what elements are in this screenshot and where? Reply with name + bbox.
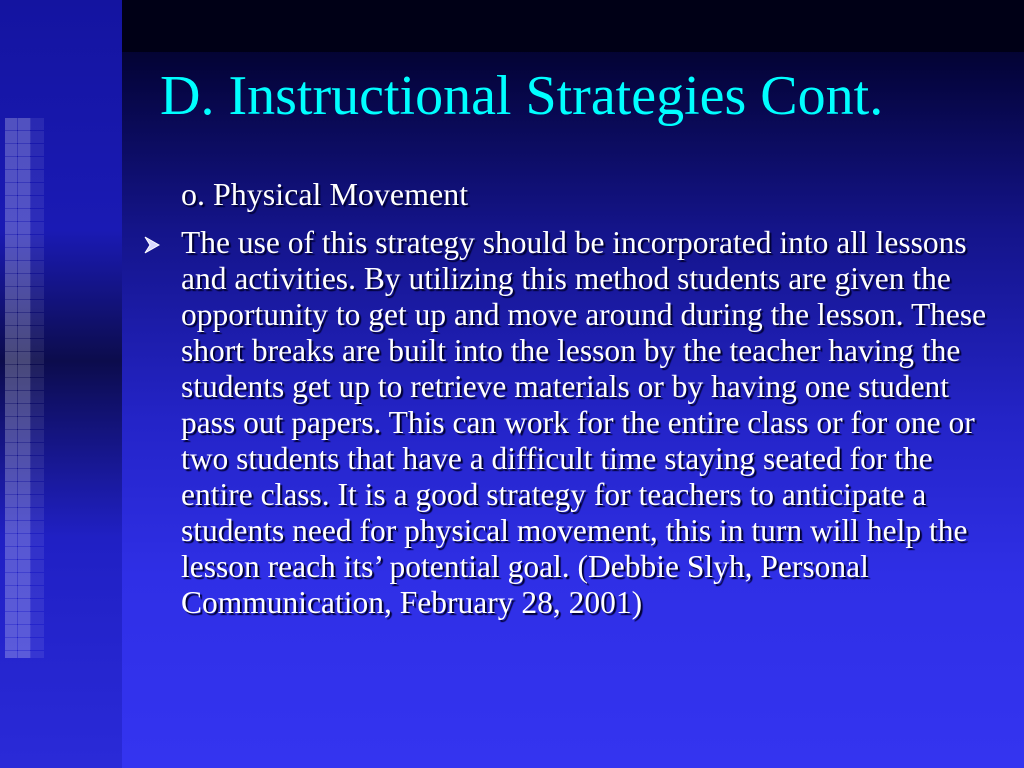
decorative-square-column [31,118,44,658]
slide-title: D. Instructional Strategies Cont. [160,65,884,127]
arrowhead-bullet-icon [144,236,160,254]
left-decorative-panel [0,0,122,768]
decorative-square-grid [5,118,31,658]
bullet-body-text: The use of this strategy should be incorporated into all lessons and activities. By utilizing this method students are given the opportunity to get up and move around during the lesson. These short breaks are built into the lesson by the teacher having the students get up to retrieve materials or by having one student pass out papers. This can work for the entire class or for one or two students that have a difficult time staying seated for the entire class. It is a good strategy for teachers to anticipate a students need for physical movement, this in turn will help the lesson reach its’ potential goal. (Debbie Slyh, Personal Communication, February 28, 2001) [181,225,987,620]
top-dark-band [0,0,1024,52]
subheading: o. Physical Movement [181,176,469,212]
